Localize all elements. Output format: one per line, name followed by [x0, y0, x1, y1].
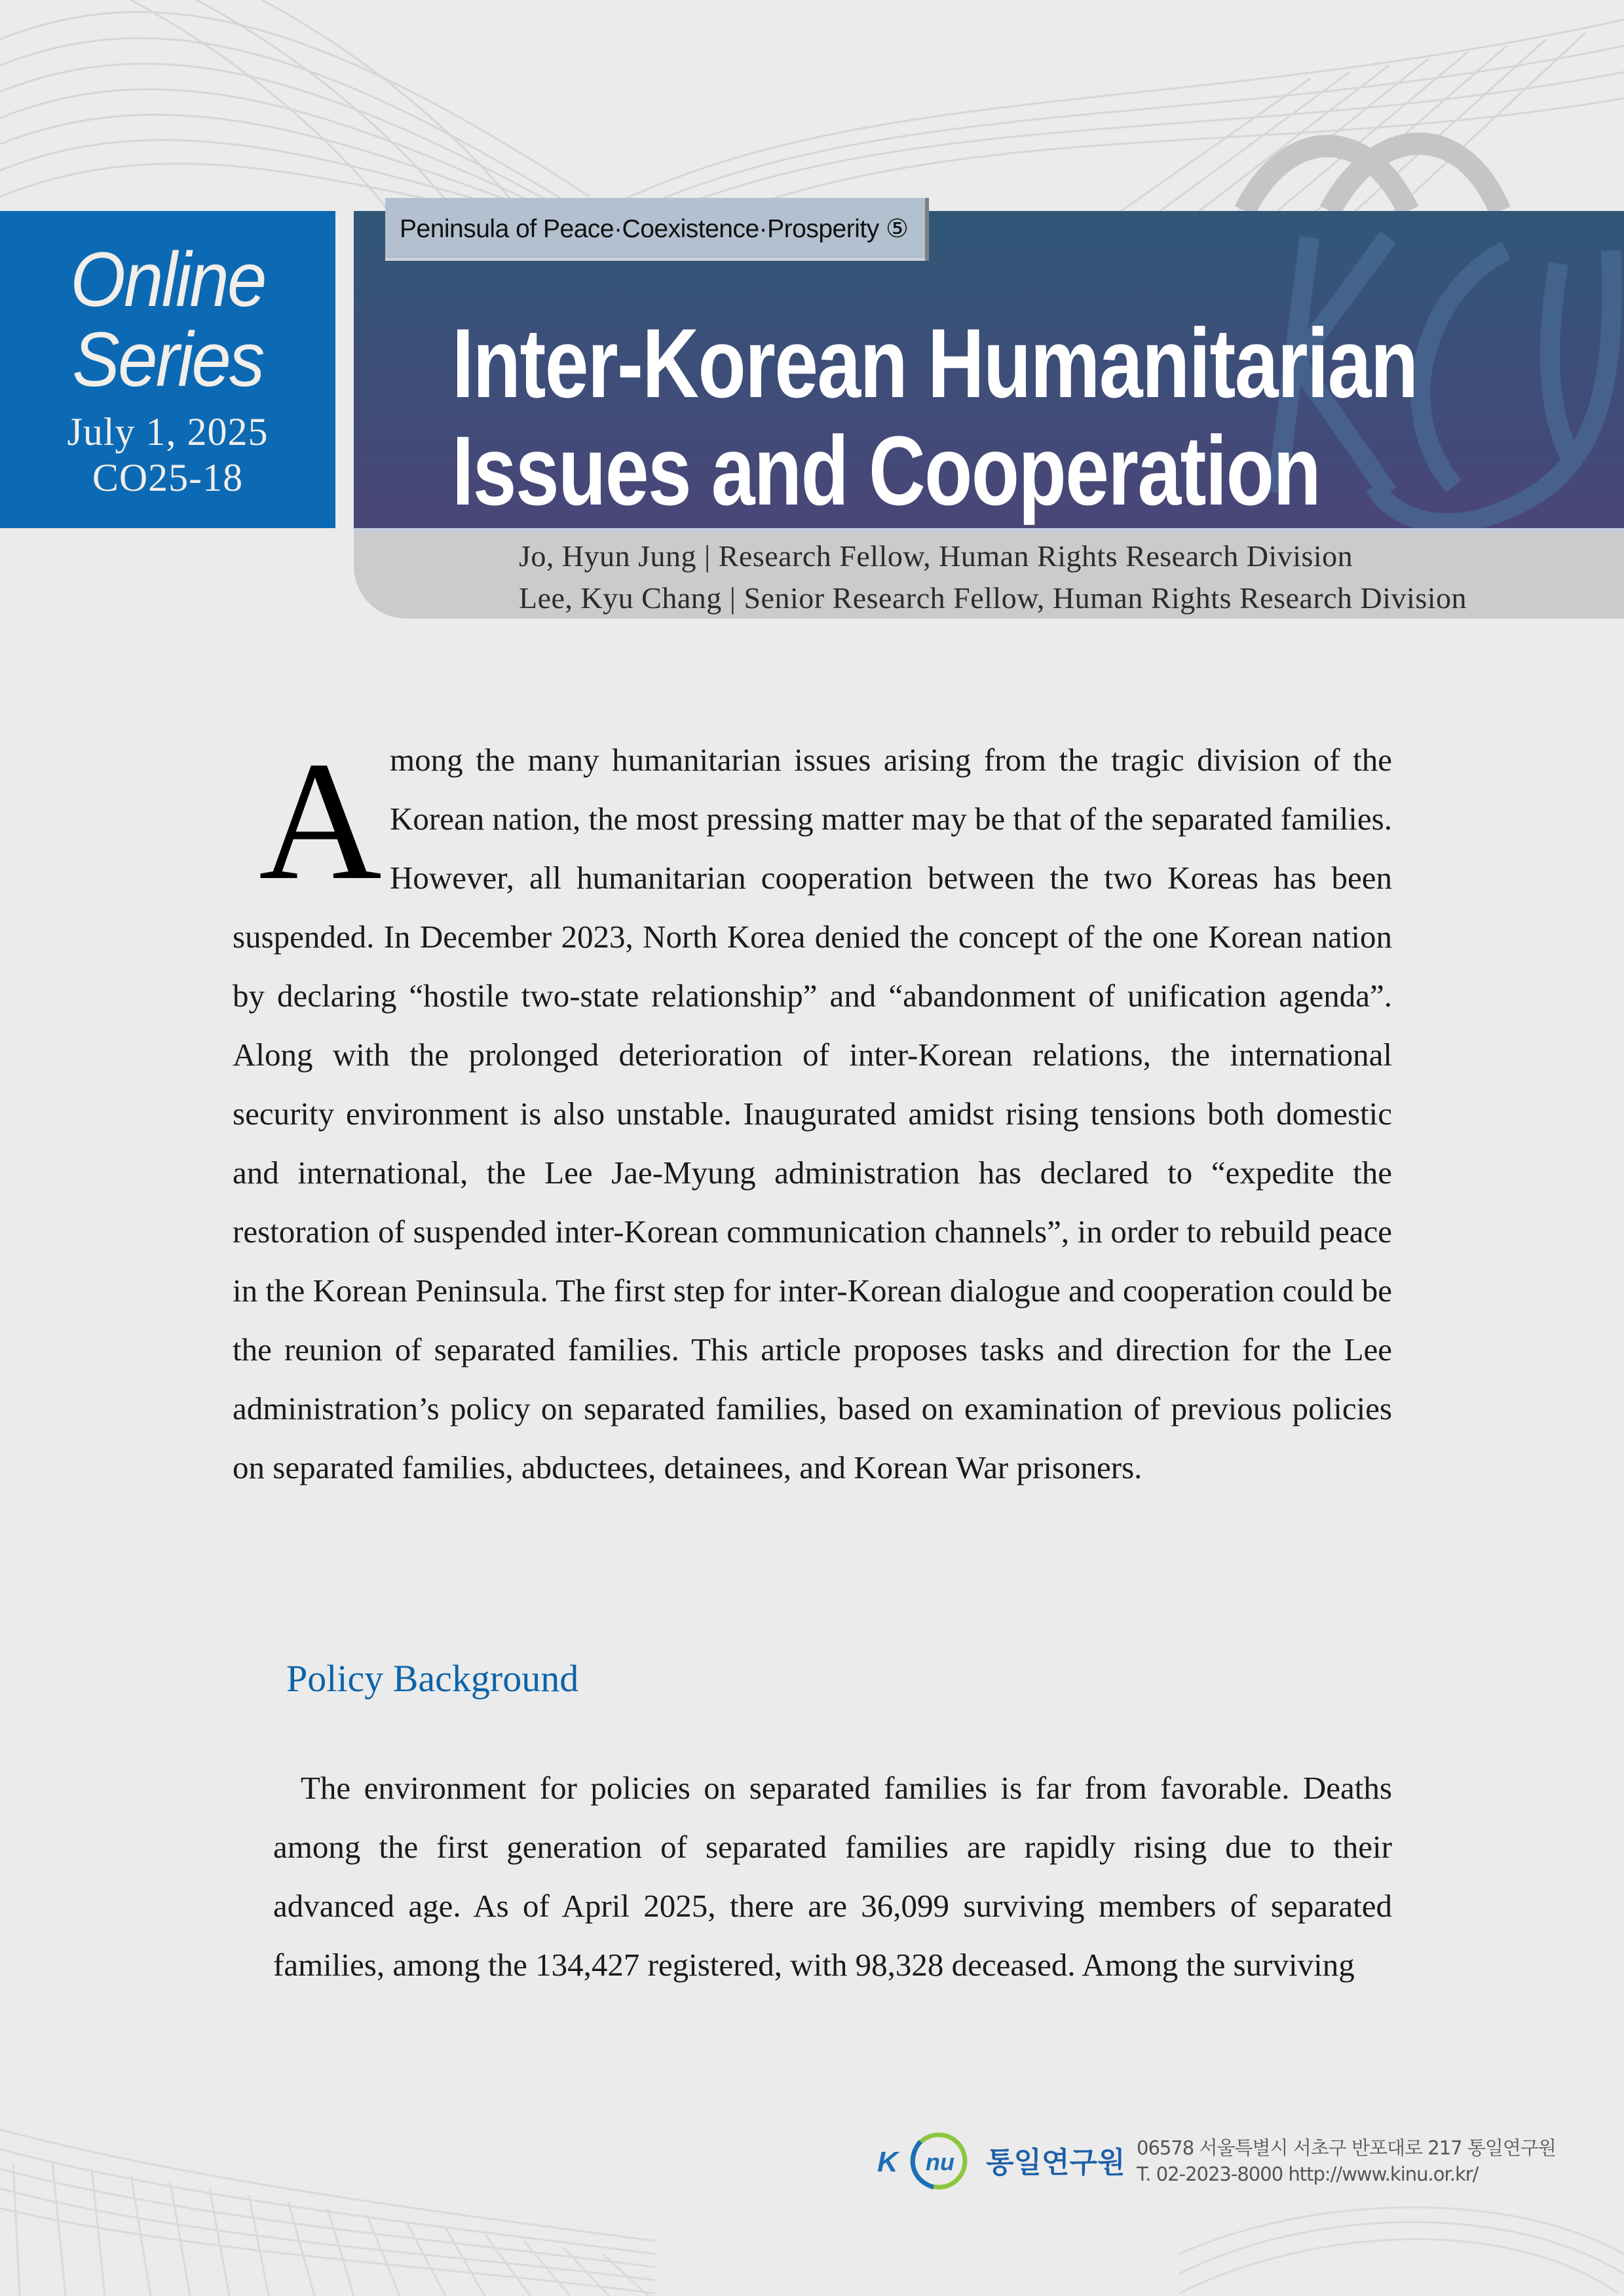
series-title: Online Series: [70, 237, 265, 403]
online-series-badge: [0, 211, 335, 528]
page-title: Inter-Korean Humanitarian Issues and Cooperation: [452, 308, 1418, 526]
intro-paragraph: [233, 727, 1392, 1497]
postal-address: 06578 서울특별시 서초구 반포대로 217 통일연구원: [1137, 2137, 1556, 2159]
body-paragraph: [273, 1759, 1392, 1995]
author-2: Lee, Kyu Chang | Senior Research Fellow, Human Rights Research Division: [519, 581, 1467, 615]
kinu-logo-icon: [875, 2131, 979, 2190]
drop-cap: A: [259, 727, 382, 915]
author-bar: [354, 528, 1624, 619]
org-name: 통일연구원: [986, 2146, 1125, 2179]
series-code: CO25-18: [92, 456, 244, 499]
author-1: Jo, Hyun Jung | Research Fellow, Human Rights Research Division: [519, 539, 1353, 573]
svg-text:nu: nu: [926, 2149, 954, 2175]
svg-text:K: K: [877, 2146, 898, 2178]
series-topic-tag: Peninsula of Peace·Coexistence·Prosperity ⑤: [385, 198, 925, 261]
publication-date: July 1, 2025: [67, 410, 269, 453]
contact-info[interactable]: T. 02-2023-8000 http://www.kinu.or.kr/: [1137, 2163, 1479, 2185]
section-heading: Policy Background: [286, 1657, 579, 1700]
paragraph-text: The environment for policies on separated families is far from favorable. Deaths among the first generation of separated families are rapidly rising due to their advanced age. As of April 2025, there are 36,099 surviving members of separated families, among the 134,427 registered, with 98,328 deceased. Among the surviving: [273, 1770, 1392, 1983]
intro-text: mong the many humanitarian issues arising from the tragic division of the Korean nation, the most pressing matter may be that of the separated families. However, all humanitarian cooperation between the two Koreas has been suspended. In December 2023, North Korea denied the concept of the one Korean nation by declaring “hostile two-state relationship” and “abandonment of unification agenda”. Along with the prolonged deterioration of inter-Korean relations, the international security environment is also unstable. Inaugurated amidst rising tensions both domestic and international, the Lee Jae-Myung administration has declared to “expedite the restoration of suspended inter-Korean communication channels”, in order to rebuild peace in the Korean Peninsula. The first step for inter-Korean dialogue and cooperation could be the reunion of separated families. This article proposes tasks and direction for the Lee administration’s policy on separated families, based on examination of previous policies on separated families, abductees, detainees, and Korean War prisoners.: [233, 742, 1392, 1485]
address-block: [1137, 2135, 1556, 2187]
